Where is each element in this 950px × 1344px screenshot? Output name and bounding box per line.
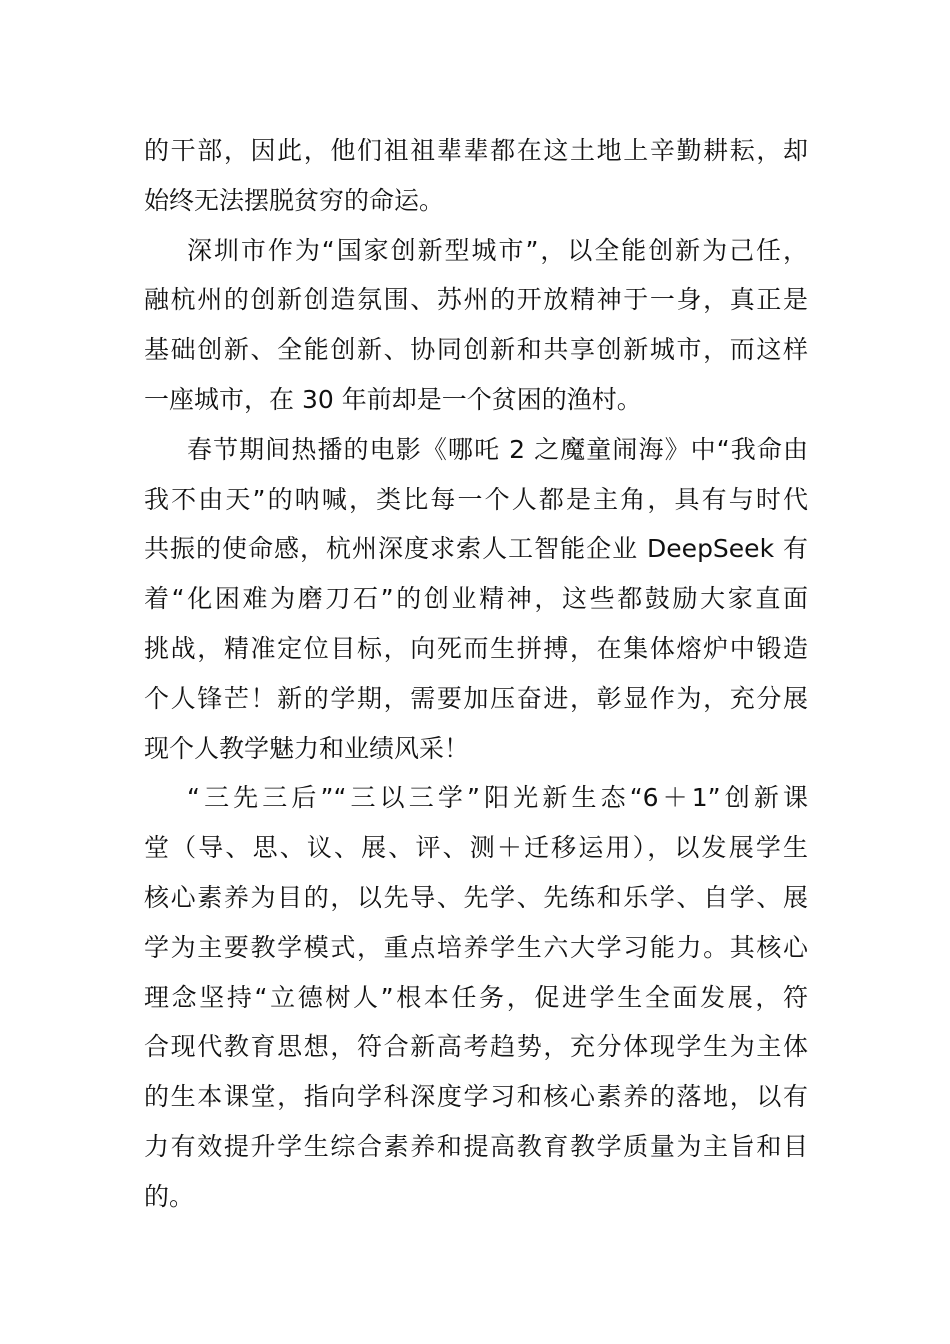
paragraph-2-line-3: 基础创新、全能创新、协同创新和共享创新城市，而这样 <box>144 335 808 365</box>
paragraph-4-line-8: 力有效提升学生综合素养和提高教育教学质量为主旨和目 <box>144 1131 808 1161</box>
paragraph-2-line-1: 深圳市作为“国家创新型城市”，以全能创新为己任， <box>187 235 808 265</box>
paragraph-4-line-3: 核心素养为目的，以先导、先学、先练和乐学、自学、展 <box>144 882 808 912</box>
paragraph-3-line-2: 我不由天”的呐喊，类比每一个人都是主角，具有与时代 <box>144 484 808 514</box>
document-body <box>144 126 808 1222</box>
paragraph-3-line-4: 着“化困难为磨刀石”的创业精神，这些都鼓励大家直面 <box>144 584 808 614</box>
paragraph-1-line-2: 始终无法摆脱贫穷的命运。 <box>144 185 445 215</box>
paragraph-4-line-7: 的生本课堂，指向学科深度学习和核心素养的落地，以有 <box>144 1082 808 1112</box>
paragraph-4-line-6: 合现代教育思想，符合新高考趋势，充分体现学生为主体 <box>144 1032 808 1062</box>
paragraph-3-line-7: 现个人教学魅力和业绩风采！ <box>144 733 470 763</box>
paragraph-3-line-5: 挑战，精准定位目标，向死而生拼搏，在集体熔炉中锻造 <box>144 633 808 663</box>
paragraph-3-line-1: 春节期间热播的电影《哪吒 2 之魔童闹海》中“我命由 <box>187 434 808 464</box>
paragraph-4-line-9: 的。 <box>144 1181 195 1211</box>
paragraph-4-line-1: “三先三后”“三以三学”阳光新生态“6＋1”创新课 <box>187 783 808 813</box>
paragraph-4-line-5: 理念坚持“立德树人”根本任务，促进学生全面发展，符 <box>144 982 808 1012</box>
paragraph-3-line-6: 个人锋芒！新的学期，需要加压奋进，彰显作为，充分展 <box>144 683 808 713</box>
paragraph-4-line-4: 学为主要教学模式，重点培养学生六大学习能力。其核心 <box>144 932 808 962</box>
paragraph-2-line-4: 一座城市，在 30 年前却是一个贫困的渔村。 <box>144 384 642 414</box>
paragraph-2-line-2: 融杭州的创新创造氛围、苏州的开放精神于一身，真正是 <box>144 285 808 315</box>
paragraph-4-line-2: 堂（导、思、议、展、评、测＋迁移运用），以发展学生 <box>144 833 808 863</box>
paragraph-3-line-3: 共振的使命感，杭州深度求索人工智能企业 DeepSeek 有 <box>144 534 808 564</box>
paragraph-1-line-1: 的干部，因此，他们祖祖辈辈都在这土地上辛勤耕耘，却 <box>144 136 808 165</box>
